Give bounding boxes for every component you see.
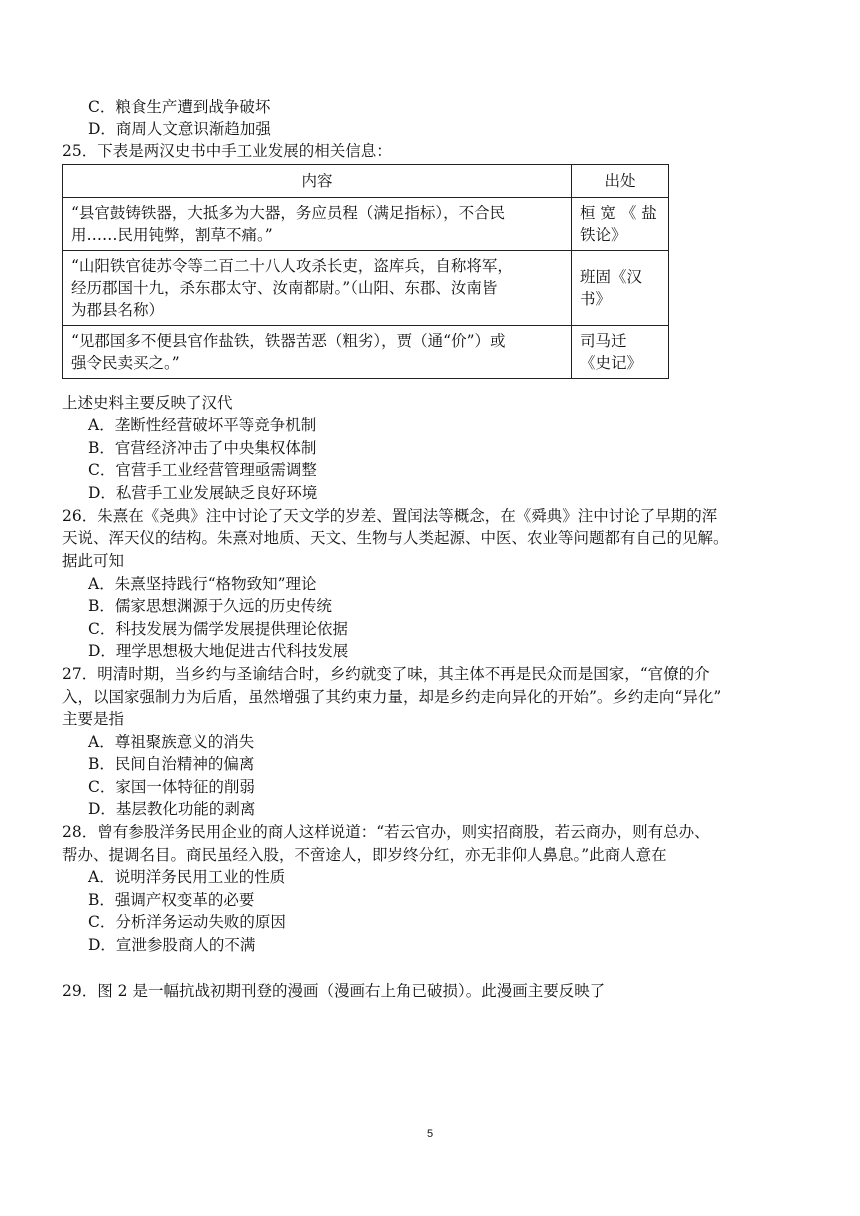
cell-line: 铁论》 bbox=[580, 226, 627, 244]
q25-source-table bbox=[62, 164, 669, 379]
q28-stem-line: 28．曾有参股洋务民用企业的商人这样说道：“若云官办，则实招商股，若云商办，则有总办、 bbox=[62, 823, 710, 841]
table-header-source: 出处 bbox=[572, 165, 669, 198]
q28-option-b: B．强调产权变革的必要 bbox=[88, 891, 255, 909]
table-row bbox=[63, 251, 669, 326]
cell-line: “见郡国多不便县官作盐铁，铁器苦恶（粗劣），贾（通“价”）或 bbox=[71, 332, 506, 350]
cell-line: 《史记》 bbox=[580, 354, 643, 372]
cell-line: 用……民用钝弊，割草不痛。” bbox=[71, 226, 273, 244]
table-cell-source bbox=[572, 198, 669, 251]
table-header-content: 内容 bbox=[63, 165, 572, 198]
table-header-row bbox=[63, 165, 669, 198]
q26-option-b: B．儒家思想渊源于久远的历史传统 bbox=[88, 597, 332, 615]
q26-option-c: C．科技发展为儒学发展提供理论依据 bbox=[88, 620, 348, 638]
q27-option-b: B．民间自治精神的偏离 bbox=[88, 755, 255, 773]
cell-line: 桓 宽 《 盐 bbox=[580, 204, 657, 222]
q28-option-c: C．分析洋务运动失败的原因 bbox=[88, 913, 286, 931]
q27-option-a: A．尊祖聚族意义的消失 bbox=[88, 733, 255, 751]
q27-option-d: D．基层教化功能的剥离 bbox=[88, 800, 256, 818]
prev-option-c: C．粮食生产遭到战争破坏 bbox=[88, 98, 271, 116]
cell-line: 司马迁 bbox=[580, 332, 627, 350]
table-cell-content bbox=[63, 251, 572, 326]
q25-stem: 25．下表是两汉史书中手工业发展的相关信息： bbox=[62, 142, 392, 160]
cell-line: 强令民卖买之。” bbox=[71, 354, 180, 372]
q27-option-c: C．家国一体特征的削弱 bbox=[88, 778, 255, 796]
table-cell-source bbox=[572, 326, 669, 379]
cell-line: “山阳铁官徒苏令等二百二十八人攻杀长吏，盗库兵，自称将军， bbox=[71, 257, 513, 275]
q25-option-c: C．官营手工业经营管理亟需调整 bbox=[88, 461, 317, 479]
q26-option-a: A．朱熹坚持践行“格物致知”理论 bbox=[88, 575, 317, 593]
prev-option-d: D．商周人文意识渐趋加强 bbox=[88, 120, 271, 138]
cell-line: 为郡县名称） bbox=[71, 301, 165, 319]
q27-stem-line: 入，以国家强制力为后盾，虽然增强了其约束力量，却是乡约走向异化的开始”。乡约走向“异化” bbox=[62, 688, 722, 706]
q26-option-d: D．理学思想极大地促进古代科技发展 bbox=[88, 642, 349, 660]
q26-stem-line: 26．朱熹在《尧典》注中讨论了天文学的岁差、置闰法等概念，在《舜典》注中讨论了早期的浑 bbox=[62, 507, 718, 525]
q26-stem-line: 据此可知 bbox=[62, 552, 125, 570]
table-cell-content bbox=[63, 198, 572, 251]
cell-line: 经历郡国十九，杀东郡太守、汝南都尉。”（山阳、东郡、汝南皆 bbox=[71, 279, 498, 297]
q28-option-d: D．宣泄参股商人的不满 bbox=[88, 936, 256, 954]
q25-option-b: B．官营经济冲击了中央集权体制 bbox=[88, 439, 317, 457]
table-cell-content bbox=[63, 326, 572, 379]
table-row bbox=[63, 198, 669, 251]
cell-line: 书》 bbox=[580, 290, 612, 308]
q27-stem-line: 27．明清时期，当乡约与圣谕结合时，乡约就变了味，其主体不再是民众而是国家，“官僚的介 bbox=[62, 665, 710, 683]
q29-stem: 29．图 2 是一幅抗战初期刊登的漫画（漫画右上角已破损）。此漫画主要反映了 bbox=[62, 982, 606, 1000]
q28-stem-line: 帮办、提调名目。商民虽经入股，不啻途人，即岁终分红，亦无非仰人鼻息。”此商人意在 bbox=[62, 846, 667, 864]
page-number: 5 bbox=[426, 1128, 434, 1140]
q27-stem-line: 主要是指 bbox=[62, 710, 125, 728]
table-row bbox=[63, 326, 669, 379]
q26-stem-line: 天说、浑天仪的结构。朱熹对地质、天文、生物与人类起源、中医、农业等问题都有自己的见解。 bbox=[62, 529, 729, 547]
q25-option-d: D．私营手工业发展缺乏良好环境 bbox=[88, 484, 318, 502]
cell-line: 班固《汉 bbox=[580, 268, 643, 286]
q28-option-a: A．说明洋务民用工业的性质 bbox=[88, 868, 286, 886]
table-cell-source bbox=[572, 251, 669, 326]
cell-line: “县官鼓铸铁器，大抵多为大器，务应员程（满足指标），不合民 bbox=[71, 204, 506, 222]
q25-option-a: A．垄断性经营破坏平等竞争机制 bbox=[88, 416, 317, 434]
q25-after-text: 上述史料主要反映了汉代 bbox=[62, 394, 233, 412]
